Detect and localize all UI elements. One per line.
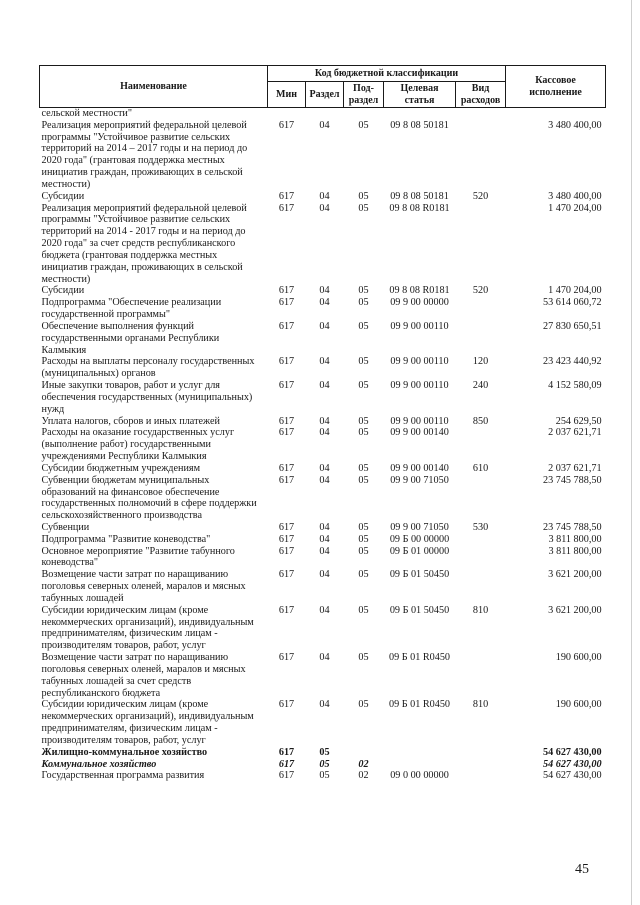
header-razdel: Раздел bbox=[306, 82, 344, 108]
row-vid: 520 bbox=[472, 285, 489, 297]
header-min: Мин bbox=[268, 82, 306, 108]
table-row bbox=[40, 380, 606, 415]
row-podrazdel: 05 bbox=[358, 652, 369, 664]
row-amount: 3 811 800,00 bbox=[548, 533, 602, 545]
row-podrazdel: 05 bbox=[358, 202, 369, 214]
row-amount: 2 037 621,71 bbox=[548, 427, 602, 439]
row-name: Подпрограмма "Обеспечение реализации государственной программы" bbox=[41, 297, 222, 321]
row-vid bbox=[456, 321, 506, 356]
row-min: 617 bbox=[278, 415, 295, 427]
row-name: Основное мероприятие "Развитие табунного коневодства" bbox=[41, 545, 235, 569]
row-podrazdel: 05 bbox=[358, 297, 369, 309]
row-amount: 53 614 060,72 bbox=[542, 297, 602, 309]
row-min: 617 bbox=[278, 652, 295, 664]
row-target: 09 Б 01 R0450 bbox=[388, 699, 451, 711]
row-podrazdel: 05 bbox=[358, 699, 369, 711]
row-min: 617 bbox=[278, 521, 295, 533]
row-name: Возмещение части затрат по наращиванию поголовья северных оленей, маралов и мясных табунных лошадей bbox=[41, 569, 246, 604]
row-podrazdel: 05 bbox=[358, 119, 369, 131]
row-min: 617 bbox=[278, 297, 295, 309]
row-target bbox=[384, 759, 456, 771]
row-vid: 810 bbox=[472, 604, 489, 616]
row-vid bbox=[456, 203, 506, 286]
row-podrazdel: 05 bbox=[358, 415, 369, 427]
row-min: 617 bbox=[278, 462, 295, 474]
header-amount: Кассовое исполнение bbox=[506, 66, 606, 108]
row-podrazdel: 02 bbox=[358, 758, 369, 770]
row-podrazdel: 05 bbox=[358, 474, 369, 486]
row-name: Подпрограмма "Развитие коневодства" bbox=[41, 533, 211, 545]
row-name: Реализация мероприятий федеральной целевой программы "Устойчивое развитие сельских территорий на 2014 – 2017 годы и на период до 2020 года" (грантовая поддержка местных инициатив граждан, проживающих в сельской местности) bbox=[41, 119, 248, 190]
row-vid bbox=[456, 569, 506, 604]
row-amount: 23 745 788,50 bbox=[542, 474, 602, 486]
row-amount: 254 629,50 bbox=[555, 415, 602, 427]
row-razdel: 04 bbox=[319, 474, 330, 486]
header-vid: Вид расходов bbox=[456, 82, 506, 108]
row-amount: 4 152 580,09 bbox=[548, 380, 602, 392]
row-target: 09 0 00 00000 bbox=[390, 770, 449, 782]
row-target: 09 9 00 00000 bbox=[390, 297, 449, 309]
row-podrazdel: 05 bbox=[358, 285, 369, 297]
row-target: 09 9 00 00110 bbox=[390, 415, 449, 427]
row-target: 09 9 00 00110 bbox=[390, 380, 449, 392]
row-amount bbox=[506, 108, 606, 120]
row-target: 09 8 08 R0181 bbox=[389, 202, 450, 214]
table-row bbox=[40, 427, 606, 462]
table-row bbox=[40, 546, 606, 570]
row-name: Субсидии бюджетным учреждениям bbox=[41, 462, 201, 474]
row-min: 617 bbox=[278, 746, 295, 758]
row-min: 617 bbox=[278, 190, 295, 202]
header-code-group: Код бюджетной классификации bbox=[268, 66, 506, 82]
table-row bbox=[40, 203, 606, 286]
row-name: Субвенции бюджетам муниципальных образований на финансовое обеспечение государственных полномочий в сфере поддержки сельскохозяйственного производства bbox=[41, 474, 257, 522]
row-min: 617 bbox=[278, 545, 295, 557]
row-vid bbox=[456, 108, 506, 120]
row-min: 617 bbox=[278, 569, 295, 581]
table-header bbox=[40, 66, 606, 108]
table-body bbox=[40, 108, 606, 783]
row-amount: 3 480 400,00 bbox=[548, 190, 602, 202]
row-amount: 2 037 621,71 bbox=[548, 462, 602, 474]
row-target: 09 8 08 50181 bbox=[390, 119, 449, 131]
header-podrazdel: Под- раздел bbox=[344, 82, 384, 108]
row-vid bbox=[456, 759, 506, 771]
row-podrazdel: 05 bbox=[358, 604, 369, 616]
row-razdel: 04 bbox=[319, 320, 330, 332]
row-razdel: 05 bbox=[319, 746, 330, 758]
table-row bbox=[40, 463, 606, 475]
row-razdel: 04 bbox=[319, 356, 330, 368]
table-row bbox=[40, 699, 606, 746]
row-name: Иные закупки товаров, работ и услуг для обеспечения государственных (муниципальных) нужд bbox=[41, 380, 253, 415]
table-row bbox=[40, 108, 606, 120]
row-podrazdel: 05 bbox=[358, 462, 369, 474]
row-podrazdel: 02 bbox=[358, 770, 369, 782]
header-target: Целевая статья bbox=[384, 82, 456, 108]
row-razdel: 04 bbox=[319, 521, 330, 533]
row-razdel: 04 bbox=[319, 427, 330, 439]
table-row bbox=[40, 416, 606, 428]
table-row bbox=[40, 356, 606, 380]
row-vid bbox=[456, 652, 506, 699]
table-row bbox=[40, 534, 606, 546]
row-podrazdel: 05 bbox=[358, 533, 369, 545]
row-podrazdel bbox=[344, 747, 384, 759]
row-amount: 23 745 788,50 bbox=[542, 521, 602, 533]
row-podrazdel: 05 bbox=[358, 427, 369, 439]
row-min: 617 bbox=[278, 427, 295, 439]
row-amount: 54 627 430,00 bbox=[542, 770, 602, 782]
row-target: 09 9 00 00140 bbox=[390, 462, 449, 474]
row-target: 09 9 00 71050 bbox=[390, 521, 449, 533]
row-vid: 810 bbox=[472, 699, 489, 711]
table-row bbox=[40, 652, 606, 699]
row-podrazdel: 05 bbox=[358, 380, 369, 392]
row-razdel: 04 bbox=[319, 190, 330, 202]
row-vid bbox=[456, 747, 506, 759]
row-razdel: 05 bbox=[319, 758, 330, 770]
row-name: сельской местности" bbox=[41, 108, 133, 119]
row-amount: 3 480 400,00 bbox=[548, 119, 602, 131]
row-amount: 54 627 430,00 bbox=[542, 746, 602, 758]
row-vid: 520 bbox=[472, 190, 489, 202]
row-podrazdel: 05 bbox=[358, 190, 369, 202]
row-razdel bbox=[306, 108, 344, 120]
row-vid bbox=[456, 534, 506, 546]
row-razdel: 04 bbox=[319, 202, 330, 214]
row-target: 09 Б 00 00000 bbox=[389, 533, 450, 545]
table-row bbox=[40, 191, 606, 203]
page-number: 45 bbox=[575, 862, 589, 877]
row-amount: 3 621 200,00 bbox=[548, 604, 602, 616]
row-podrazdel: 05 bbox=[358, 569, 369, 581]
row-razdel: 04 bbox=[319, 119, 330, 131]
row-name: Субвенции bbox=[41, 521, 90, 533]
row-name: Государственная программа развития bbox=[41, 770, 205, 782]
row-min: 617 bbox=[278, 474, 295, 486]
header-name: Наименование bbox=[40, 66, 268, 108]
row-vid bbox=[456, 475, 506, 522]
row-target: 09 9 00 00110 bbox=[390, 320, 449, 332]
row-min: 617 bbox=[278, 604, 295, 616]
row-razdel: 04 bbox=[319, 652, 330, 664]
row-name: Субсидии юридическим лицам (кроме некоммерческих организаций), индивидуальным предпринимателям, физическим лицам - производителям товаров, работ, услуг bbox=[41, 699, 254, 746]
table-row bbox=[40, 759, 606, 771]
row-podrazdel: 05 bbox=[358, 356, 369, 368]
row-razdel: 04 bbox=[319, 569, 330, 581]
row-name: Расходы на выплаты персоналу государственных (муниципальных) органов bbox=[41, 356, 255, 380]
row-name: Коммунальное хозяйство bbox=[41, 758, 157, 770]
row-min: 617 bbox=[278, 758, 295, 770]
row-name: Реализация мероприятий федеральной целевой программы "Устойчивое развитие сельских территорий на 2014 - 2017 годы и на период до 2020 года" за счет средств республиканского бюджета (грантовая поддержка местных инициатив граждан, проживающих в сельской местности) bbox=[41, 202, 247, 285]
row-amount: 3 621 200,00 bbox=[548, 569, 602, 581]
row-podrazdel: 05 bbox=[358, 521, 369, 533]
row-min: 617 bbox=[278, 770, 295, 782]
row-amount: 27 830 650,51 bbox=[542, 320, 602, 332]
row-name: Уплата налогов, сборов и иных платежей bbox=[41, 415, 220, 427]
row-amount: 190 600,00 bbox=[555, 699, 602, 711]
row-vid: 850 bbox=[472, 415, 489, 427]
row-min: 617 bbox=[278, 285, 295, 297]
row-vid: 530 bbox=[472, 521, 489, 533]
table-row bbox=[40, 321, 606, 356]
row-amount: 1 470 204,00 bbox=[548, 202, 602, 214]
row-razdel: 04 bbox=[319, 604, 330, 616]
row-target: 09 Б 01 50450 bbox=[389, 604, 450, 616]
row-target: 09 9 00 71050 bbox=[390, 474, 449, 486]
row-target: 09 Б 01 00000 bbox=[389, 545, 450, 557]
row-name: Возмещение части затрат по наращиванию поголовья северных оленей, маралов и мясных табунных лошадей за счет средств республиканского бюджета bbox=[41, 652, 246, 699]
table-row bbox=[40, 605, 606, 652]
row-amount: 54 627 430,00 bbox=[542, 758, 602, 770]
row-vid bbox=[456, 770, 506, 782]
row-vid bbox=[456, 297, 506, 321]
row-amount: 23 423 440,92 bbox=[542, 356, 602, 368]
row-name: Субсидии bbox=[41, 285, 85, 297]
row-razdel: 04 bbox=[319, 462, 330, 474]
row-target: 09 Б 01 50450 bbox=[389, 569, 450, 581]
row-vid bbox=[456, 427, 506, 462]
row-target: 09 9 00 00140 bbox=[390, 427, 449, 439]
row-razdel: 04 bbox=[319, 533, 330, 545]
table-row bbox=[40, 747, 606, 759]
row-podrazdel bbox=[344, 108, 384, 120]
row-razdel: 05 bbox=[319, 770, 330, 782]
table-row bbox=[40, 285, 606, 297]
row-min: 617 bbox=[278, 380, 295, 392]
page-edge-line bbox=[631, 0, 632, 905]
row-name: Жилищно-коммунальное хозяйство bbox=[41, 746, 208, 758]
row-target: 09 8 08 R0181 bbox=[389, 285, 450, 297]
row-name: Субсидии bbox=[41, 190, 85, 202]
row-name: Обеспечение выполнения функций государственными органами Республики Калмыкия bbox=[41, 320, 220, 356]
table-row bbox=[40, 770, 606, 782]
table-row bbox=[40, 569, 606, 604]
row-target: 09 Б 01 R0450 bbox=[388, 652, 451, 664]
row-min: 617 bbox=[278, 320, 295, 332]
row-min: 617 bbox=[278, 356, 295, 368]
row-target bbox=[384, 108, 456, 120]
row-name: Субсидии юридическим лицам (кроме некоммерческих организаций), индивидуальным предпринимателям, физическим лицам - производителям товаров, работ, услуг bbox=[41, 604, 254, 652]
row-amount: 190 600,00 bbox=[555, 652, 602, 664]
row-podrazdel: 05 bbox=[358, 545, 369, 557]
row-min: 617 bbox=[278, 202, 295, 214]
row-amount: 1 470 204,00 bbox=[548, 285, 602, 297]
row-target: 09 8 08 50181 bbox=[390, 190, 449, 202]
row-min: 617 bbox=[278, 119, 295, 131]
row-vid bbox=[456, 546, 506, 570]
row-vid: 610 bbox=[472, 462, 489, 474]
row-target bbox=[384, 747, 456, 759]
row-min: 617 bbox=[278, 699, 295, 711]
row-razdel: 04 bbox=[319, 297, 330, 309]
row-target: 09 9 00 00110 bbox=[390, 356, 449, 368]
row-vid: 240 bbox=[472, 380, 489, 392]
row-amount: 3 811 800,00 bbox=[548, 545, 602, 557]
budget-table bbox=[39, 65, 606, 782]
row-vid: 120 bbox=[472, 356, 489, 368]
row-razdel: 04 bbox=[319, 285, 330, 297]
table-row bbox=[40, 297, 606, 321]
row-razdel: 04 bbox=[319, 380, 330, 392]
row-min: 617 bbox=[278, 533, 295, 545]
row-vid bbox=[456, 120, 506, 191]
table-row bbox=[40, 120, 606, 191]
row-razdel: 04 bbox=[319, 699, 330, 711]
row-podrazdel: 05 bbox=[358, 320, 369, 332]
row-razdel: 04 bbox=[319, 415, 330, 427]
table-row bbox=[40, 522, 606, 534]
row-name: Расходы на оказание государственных услуг (выполнение работ) государственными учреждениями Республики Калмыкия bbox=[41, 427, 235, 463]
row-min bbox=[268, 108, 306, 120]
table-row bbox=[40, 475, 606, 522]
row-razdel: 04 bbox=[319, 545, 330, 557]
